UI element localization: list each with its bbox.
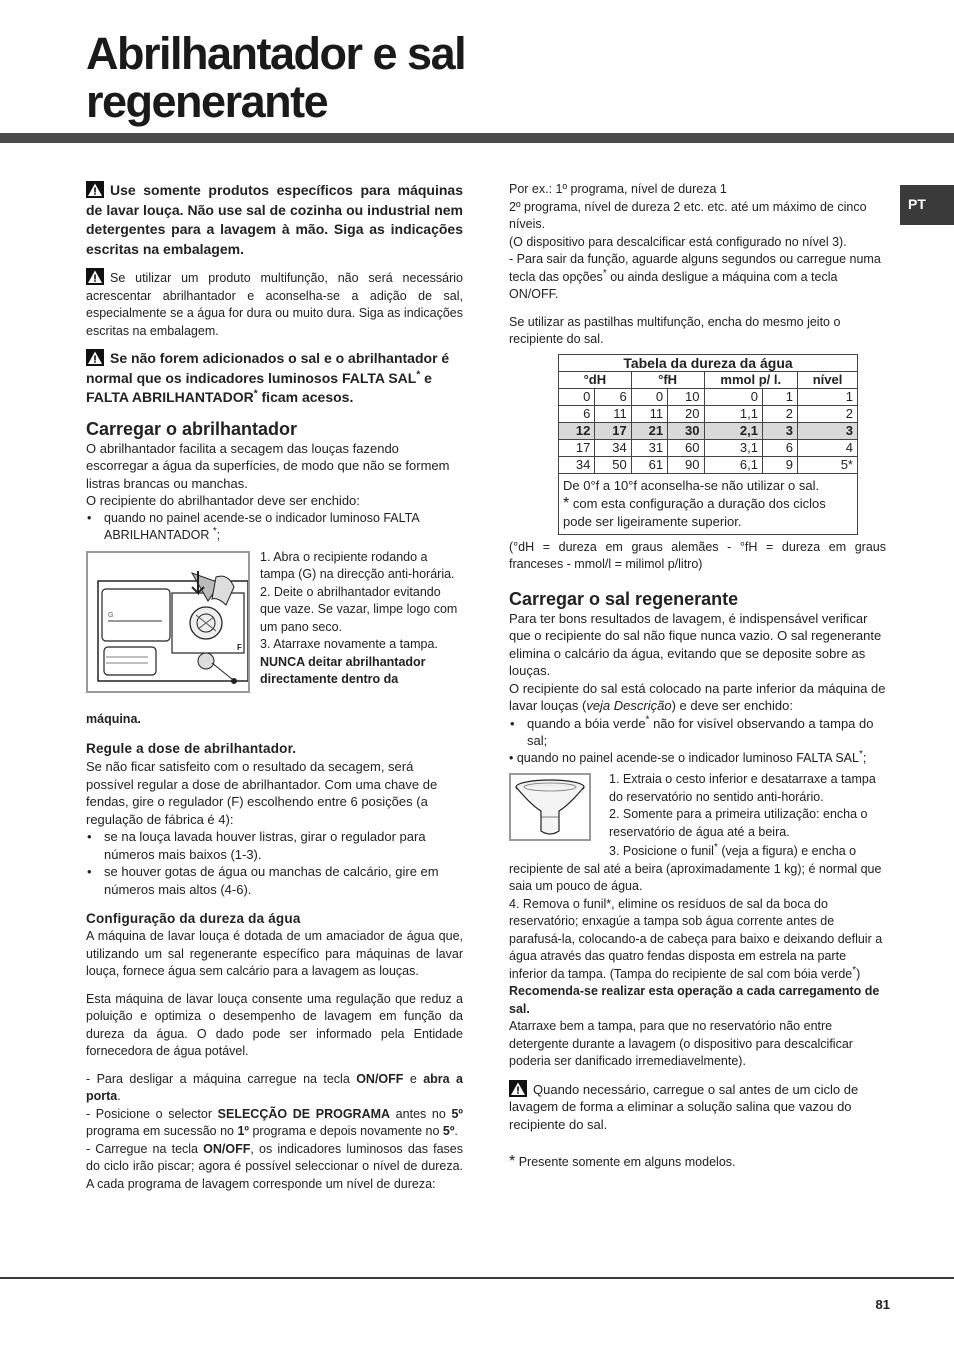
cell: 61 — [631, 456, 667, 473]
salt-step-1: 1. Extraia o cesto inferior e desatarraxe a tampa do reservatório no sentido anti-horário. — [609, 772, 876, 804]
warning-indicators-text-c: ficam acesos. — [257, 389, 354, 405]
text: . — [117, 1089, 121, 1103]
example-2: 2º programa, nível de dureza 2 etc. etc. até um máximo de cinco níveis. — [509, 199, 867, 231]
cell: 10 — [668, 388, 704, 405]
hardness-heading: Configuração da dureza da água — [86, 911, 301, 926]
footer-rule — [0, 1277, 954, 1279]
rinse-aid-intro: O abrilhantador facilita a secagem das louças fazendo escorregar a água da superfícies, de modo que não se formem listras brancas ou manchas. — [86, 440, 450, 491]
asterisk: * — [253, 388, 258, 400]
bullet-text: quando no painel acende-se o indicador luminoso FALTA ABRILHANTADOR — [104, 510, 420, 542]
dose-bullets — [86, 828, 463, 898]
header-dh: °dH — [559, 371, 632, 388]
asterisk: * — [602, 267, 607, 279]
rinse-aid-steps — [260, 549, 464, 689]
salt-bullets — [509, 715, 886, 750]
asterisk: * — [212, 525, 217, 537]
dose-heading: Regule a dose de abrilhantador. — [86, 741, 297, 756]
page-number: 81 — [875, 1297, 890, 1312]
salt-steps-top — [609, 771, 889, 841]
text-italic: veja Descrição — [586, 698, 672, 713]
cell: 17 — [559, 439, 595, 456]
list-item — [527, 715, 886, 750]
cell: 3 — [798, 422, 858, 439]
salt-step-2: 2. Somente para a primeira utilização: encha o reservatório de água até a beira. — [609, 807, 868, 839]
salt-step-3 — [509, 843, 886, 896]
salt-step-4 — [509, 896, 886, 984]
text: programa e depois novamente no — [249, 1124, 443, 1138]
salt-bullet-2 — [509, 750, 886, 768]
cell: 2 — [798, 405, 858, 422]
cell: 21 — [631, 422, 667, 439]
multifunction-tablets: Se utilizar as pastilhas multifunção, encha do mesmo jeito o recipiente do sal. — [509, 314, 841, 346]
cell: 1 — [762, 388, 797, 405]
cell: 31 — [631, 439, 667, 456]
table-title: Tabela da dureza da água — [559, 354, 858, 371]
text: quando a bóia verde — [527, 715, 646, 731]
footnote — [509, 1153, 886, 1172]
title-line-1: Abrilhantador e sal — [86, 28, 466, 79]
cell: 34 — [595, 439, 631, 456]
salt-warning — [509, 1080, 886, 1134]
hardness-table-grid — [558, 354, 858, 535]
asterisk: * — [563, 494, 570, 512]
hardness-table — [558, 354, 858, 535]
text-bold: 1º — [237, 1124, 249, 1138]
header-fh: °fH — [631, 371, 704, 388]
text: - Posicione o selector — [86, 1106, 218, 1121]
table-row — [559, 439, 858, 456]
salt-para-1: Para ter bons resultados de lavagem, é indispensável verificar que o recipiente do sal não fique nunca vazio. O sal regenerante elimina o calcário da água, evitando que se deposite sobre as louças. — [509, 610, 882, 678]
table-note — [559, 473, 858, 534]
page-title — [86, 30, 465, 126]
hardness-para-2: Esta máquina de lavar louça consente uma regulação que reduz a poluição e optimiza o desempenho de lavagem em função da dureza da água. O dado pode ser informado pela Entidade fornecedora de água potável. — [86, 991, 463, 1058]
cell: 2 — [762, 405, 797, 422]
right-column — [509, 181, 886, 1172]
asterisk: * — [713, 841, 718, 853]
instruction-3 — [86, 1141, 463, 1194]
asterisk: * — [416, 368, 421, 380]
warning-icon — [86, 268, 104, 285]
cell: 6 — [762, 439, 797, 456]
header-mmol: mmol p/ l. — [704, 371, 798, 388]
salt-recommendation: Recomenda-se realizar esta operação a cada carregamento de sal. — [509, 984, 880, 1016]
cell: 0 — [559, 388, 595, 405]
units-note: (°dH = dureza em graus alemães - °fH = dureza em graus franceses - mmol/l = milimol p/litro) — [509, 539, 886, 571]
salt-heading: Carregar o sal regenerante — [509, 588, 739, 609]
footnote-text: Presente somente em alguns modelos. — [515, 1155, 736, 1169]
left-column — [86, 181, 463, 1193]
text: (veja a figura) e encha o recipiente de sal até a beira (aproximadamente 1 kg); é normal que saia um pouco de água. — [509, 844, 882, 893]
warning-products — [86, 181, 463, 259]
text: ou ainda desligue a máquina com a tecla ON/OFF. — [509, 269, 838, 301]
step-3: 3. Atarraxe novamente a tampa. — [260, 637, 438, 651]
asterisk: * — [858, 748, 863, 760]
rinse-aid-bullets — [86, 510, 463, 545]
text-bold: ON/OFF — [356, 1071, 404, 1086]
cell: 6,1 — [704, 456, 762, 473]
cell: 11 — [631, 405, 667, 422]
text: ; — [862, 750, 867, 765]
cell: 4 — [798, 439, 858, 456]
rinse-aid-heading: Carregar o abrilhantador — [86, 418, 298, 439]
cell: 30 — [668, 422, 704, 439]
step-1: 1. Abra o recipiente rodando a tampa (G) na direcção anti-horária. — [260, 549, 455, 581]
cell: 1,1 — [704, 405, 762, 422]
cell: 0 — [704, 388, 762, 405]
warning-indicators — [86, 349, 463, 408]
cell: 11 — [595, 405, 631, 422]
example-1: Por ex.: 1º programa, nível de dureza 1 — [509, 182, 727, 196]
cell: 17 — [595, 422, 631, 439]
text: programa em sucessão no — [86, 1124, 238, 1138]
cell: 6 — [559, 405, 595, 422]
text-bold: SELECÇÃO DE PROGRAMA — [217, 1106, 391, 1121]
text: - Para sair da função, aguarde alguns segundos ou carregue numa tecla das opções — [509, 252, 881, 284]
step-3-warning: NUNCA deitar abrilhantador directamente dentro da — [260, 654, 426, 686]
asterisk: * — [645, 714, 650, 726]
step-2: 2. Deite o abrilhantador evitando que vaze. Se vazar, limpe logo com um pano seco. — [260, 584, 458, 634]
text-bold: 5º — [451, 1106, 463, 1121]
cell: 50 — [595, 456, 631, 473]
text: , os indicadores luminosos das fases do ciclo irão piscar; agora é possível seleccionar o nível de dureza. A cada programa de lavagem corresponde um nível de dureza: — [86, 1141, 463, 1191]
table-row — [559, 456, 858, 473]
list-item: • se houver gotas de água ou manchas de calcário, gire em números mais altos (4-6). — [104, 863, 463, 898]
example-3: (O dispositivo para descalcificar está configurado no nível 3). — [509, 234, 847, 249]
text: 3. Posicione o funil — [609, 844, 714, 858]
text: - Carregue na tecla — [86, 1141, 204, 1156]
dose-text: Se não ficar satisfeito com o resultado da secagem, será possível regular a dose de abrilhantador. Com uma chave de fendas, gire o regulador (F) escolhendo entre 6 posições (a regulação de fábrica é 4): — [86, 759, 438, 827]
cell: 60 — [668, 439, 704, 456]
table-row-default — [559, 422, 858, 439]
text: antes no — [390, 1106, 452, 1121]
table-row — [559, 405, 858, 422]
warning-multifunction-text: Se utilizar um produto multifunção, não será necessário acrescentar abrilhantador e aconselha-se a adição de sal, especialmente se a água for dura ou muito dura. Siga as indicações escritas na embalagem. — [86, 271, 463, 338]
label-g: F — [237, 642, 242, 652]
text: ) — [856, 966, 861, 981]
cell: 1 — [798, 388, 858, 405]
table-row — [559, 388, 858, 405]
cell: 0 — [631, 388, 667, 405]
list-item — [104, 510, 463, 545]
cell: 9 — [762, 456, 797, 473]
salt-para-2 — [509, 680, 886, 715]
cell: 3 — [762, 422, 797, 439]
instruction-2 — [86, 1106, 463, 1141]
header-rule — [0, 133, 954, 143]
cell: 90 — [668, 456, 704, 473]
warning-icon — [86, 181, 104, 198]
warning-multifunction — [86, 268, 463, 340]
salt-funnel-figure — [509, 773, 591, 841]
example-4 — [509, 251, 886, 304]
svg-text:G — [108, 612, 113, 619]
salt-figure-block — [509, 771, 886, 847]
cell: 20 — [668, 405, 704, 422]
text: 4. Remova o funil*, elimine os resíduos de sal da boca do reservatório; enxagúe a tampa sob água corrente antes de parafusá-la, colocando-a de cabeça para baixo e deixando defluir a água através das quatro fendas disposta em estrela na parte inferior da tampa. (Tampa do recipiente de sal com bóia verde — [509, 896, 883, 981]
rinse-aid-fill: O recipiente do abrilhantador deve ser enchido: — [86, 493, 360, 508]
step-3-warning-end: máquina. — [86, 711, 141, 726]
warning-icon — [86, 349, 104, 366]
text: O recipiente do sal está colocado na parte inferior da máquina de lavar louças ( — [509, 680, 886, 713]
warning-icon — [509, 1080, 527, 1097]
text: - Para desligar a máquina carregue na tecla — [86, 1071, 357, 1086]
text: ) e deve ser enchido: — [671, 698, 793, 713]
bullet-end: ; — [216, 528, 221, 542]
salt-warning-text: Quando necessário, carregue o sal antes de um ciclo de lavagem de forma a eliminar a solução salina que vazou do recipiente do sal. — [509, 1081, 859, 1132]
language-tab: PT — [900, 185, 954, 225]
warning-indicators-text-b: e FALTA ABRILHANTADOR — [86, 369, 432, 405]
note-1: De 0°f a 10°f aconselha-se não utilizar o sal. — [563, 477, 820, 493]
asterisk: * — [852, 964, 857, 976]
cell: 2,1 — [704, 422, 762, 439]
text-bold: abra a porta — [86, 1071, 463, 1103]
cell: 34 — [559, 456, 595, 473]
instruction-1 — [86, 1071, 463, 1106]
asterisk: * — [509, 1153, 516, 1170]
rinse-aid-figure-block — [86, 549, 463, 717]
header-level: nível — [798, 371, 858, 388]
cell: 3,1 — [704, 439, 762, 456]
text: e — [403, 1071, 424, 1086]
text: . — [454, 1124, 458, 1138]
list-item: • se na louça lavada houver listras, girar o regulador para números mais baixos (1-3). — [104, 828, 463, 863]
cell: 6 — [595, 388, 631, 405]
cell: 12 — [559, 422, 595, 439]
dispenser-illustration — [88, 553, 248, 691]
title-line-2: regenerante — [86, 76, 328, 127]
text: não for visível observando a tampa do sal; — [527, 715, 874, 748]
hardness-para-1: A máquina de lavar louça é dotada de um amaciador de água que, utilizando um sal regenerante específico para máquinas de lavar louça, fornece água sem calcário para a lavagem as louças. — [86, 929, 463, 978]
warning-indicators-text-a: Se não forem adicionados o sal e o abrilhantador é normal que os indicadores luminosos FALTA SAL — [86, 350, 450, 386]
salt-para-3: Atarraxe bem a tampa, para que no reservatório não entre detergente durante a lavagem (o dispositivo para descalcificar poderia ser danificado irremediavelmente). — [509, 1019, 853, 1068]
note-2: com esta configuração a duração dos ciclos pode ser ligeiramente superior. — [563, 495, 826, 529]
text-bold: 5º — [442, 1124, 455, 1138]
rinse-aid-dispenser-figure — [86, 551, 250, 693]
text-bold: ON/OFF — [203, 1141, 251, 1156]
text: • quando no painel acende-se o indicador luminoso FALTA SAL — [509, 750, 859, 765]
funnel-illustration — [511, 775, 589, 839]
cell: 5* — [798, 456, 858, 473]
label-f: G — [108, 611, 114, 619]
warning-products-text: Use somente produtos específicos para máquinas de lavar louça. Não use sal de cozinha ou industrial nem detergentes para a lavagem à mão. Siga as indicações escritas na embalagem. — [86, 182, 463, 257]
